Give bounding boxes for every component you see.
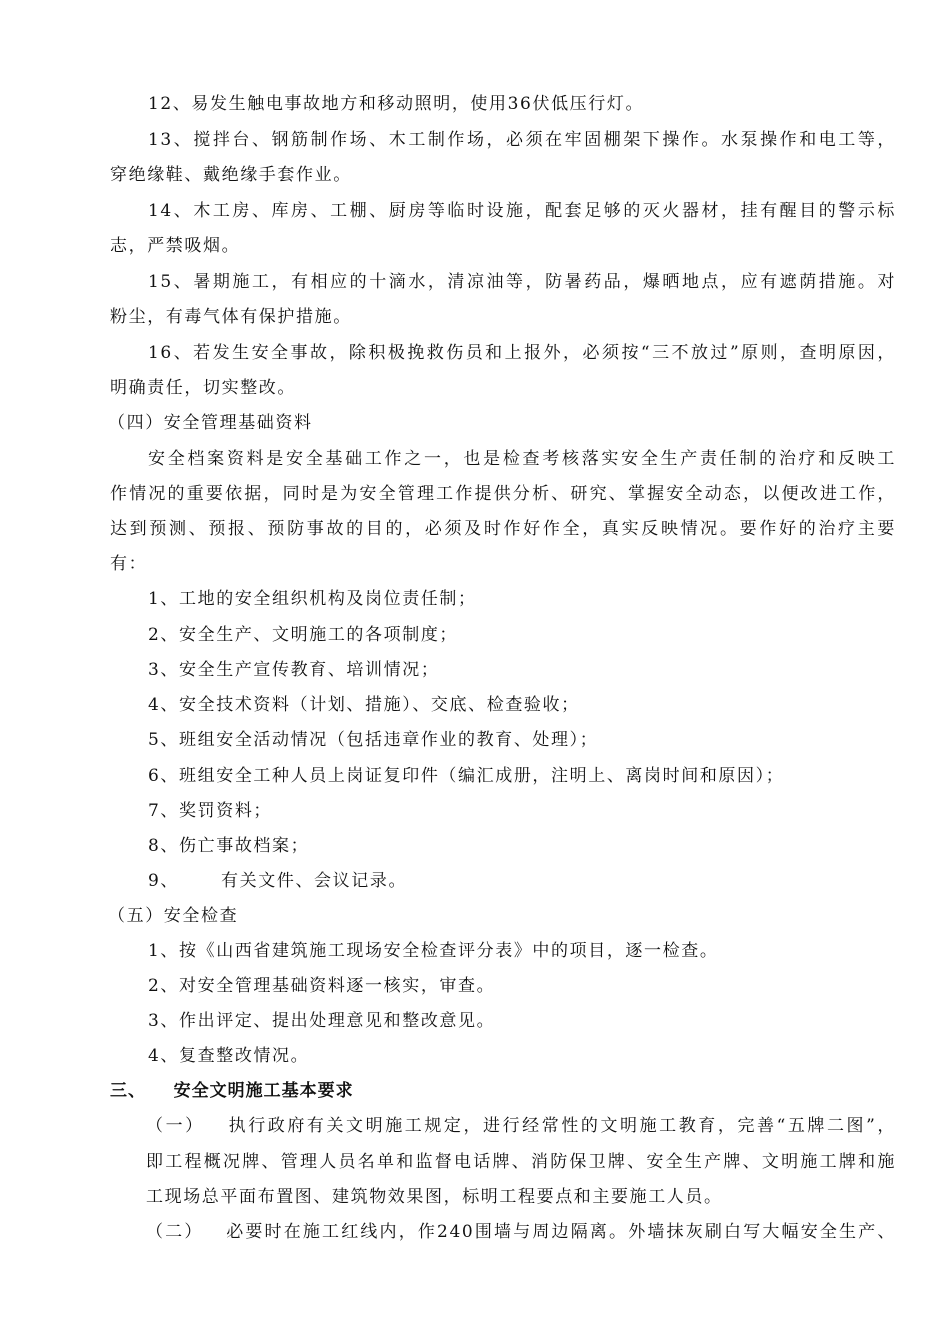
- section-4-intro-line-3: 达到预测、预报、预防事故的目的，必须及时作好作全，真实反映情况。要作好的治疗主要: [110, 519, 896, 539]
- list-item: 4、复查整改情况。: [148, 1046, 310, 1066]
- list-item: 2、安全生产、文明施工的各项制度；: [148, 625, 459, 645]
- rule-16-line-1: 16、若发生安全事故，除积极挽救伤员和上报外，必须按“三不放过”原则，查明原因，: [148, 343, 896, 363]
- rule-15-line-1: 15、暑期施工，有相应的十滴水，清凉油等，防暑药品，爆晒地点，应有遮荫措施。对: [148, 272, 896, 292]
- list-item: 8、伤亡事故档案；: [148, 836, 310, 856]
- section-4-intro-line-1: 安全档案资料是安全基础工作之一，也是检查考核落实安全生产责任制的治疗和反映工: [148, 449, 896, 469]
- rule-12-line-1: 12、易发生触电事故地方和移动照明，使用36伏低压行灯。: [148, 94, 645, 114]
- list-item: 1、按《山西省建筑施工现场安全检查评分表》中的项目，逐一检查。: [148, 941, 719, 961]
- list-item: 2、对安全管理基础资料逐一核实，审查。: [148, 976, 496, 996]
- section-4-heading: （四）安全管理基础资料: [108, 413, 313, 433]
- list-item: 5、班组安全活动情况（包括违章作业的教育、处理）；: [148, 730, 599, 750]
- section-4-intro-line-4: 有：: [110, 554, 148, 574]
- rule-13-line-2: 穿绝缘鞋、戴绝缘手套作业。: [110, 165, 352, 185]
- list-item: 9、 有关文件、会议记录。: [148, 871, 408, 891]
- list-item: 1、工地的安全组织机构及岗位责任制；: [148, 589, 477, 609]
- list-item: 3、作出评定、提出处理意见和整改意见。: [148, 1011, 496, 1031]
- section-4-intro-line-2: 作情况的重要依据，同时是为安全管理工作提供分析、研究、掌握安全动态，以便改进工作，: [110, 484, 896, 504]
- section-5-heading: （五）安全检查: [108, 906, 239, 926]
- chapter-3-para-1-line-1: （一） 执行政府有关文明施工规定，进行经常性的文明施工教育，完善“五牌二图”，: [146, 1116, 896, 1136]
- chapter-3-para-1-line-2: 即工程概况牌、管理人员名单和监督电话牌、消防保卫牌、安全生产牌、文明施工牌和施: [146, 1152, 896, 1172]
- chapter-3-heading: 三、 安全文明施工基本要求: [110, 1081, 354, 1101]
- chapter-3-para-2-line-1: （二） 必要时在施工红线内，作240围墙与周边隔离。外墙抹灰刷白写大幅安全生产、: [146, 1222, 896, 1242]
- list-item: 4、安全技术资料（计划、措施）、交底、检查验收；: [148, 695, 580, 715]
- rule-16-line-2: 明确责任，切实整改。: [110, 378, 296, 398]
- list-item: 6、班组安全工种人员上岗证复印件（编汇成册，注明上、离岗时间和原因）；: [148, 766, 785, 786]
- list-item: 3、安全生产宣传教育、培训情况；: [148, 660, 440, 680]
- rule-13-line-1: 13、搅拌台、钢筋制作场、木工制作场，必须在牢固棚架下操作。水泵操作和电工等，: [148, 130, 896, 150]
- rule-14-line-2: 志，严禁吸烟。: [110, 236, 241, 256]
- chapter-3-para-1-line-3: 工现场总平面布置图、建筑物效果图，标明工程要点和主要施工人员。: [146, 1187, 723, 1207]
- rule-14-line-1: 14、木工房、库房、工棚、厨房等临时设施，配套足够的灭火器材，挂有醒目的警示标: [148, 201, 896, 221]
- rule-15-line-2: 粉尘，有毒气体有保护措施。: [110, 307, 352, 327]
- list-item: 7、奖罚资料；: [148, 801, 273, 821]
